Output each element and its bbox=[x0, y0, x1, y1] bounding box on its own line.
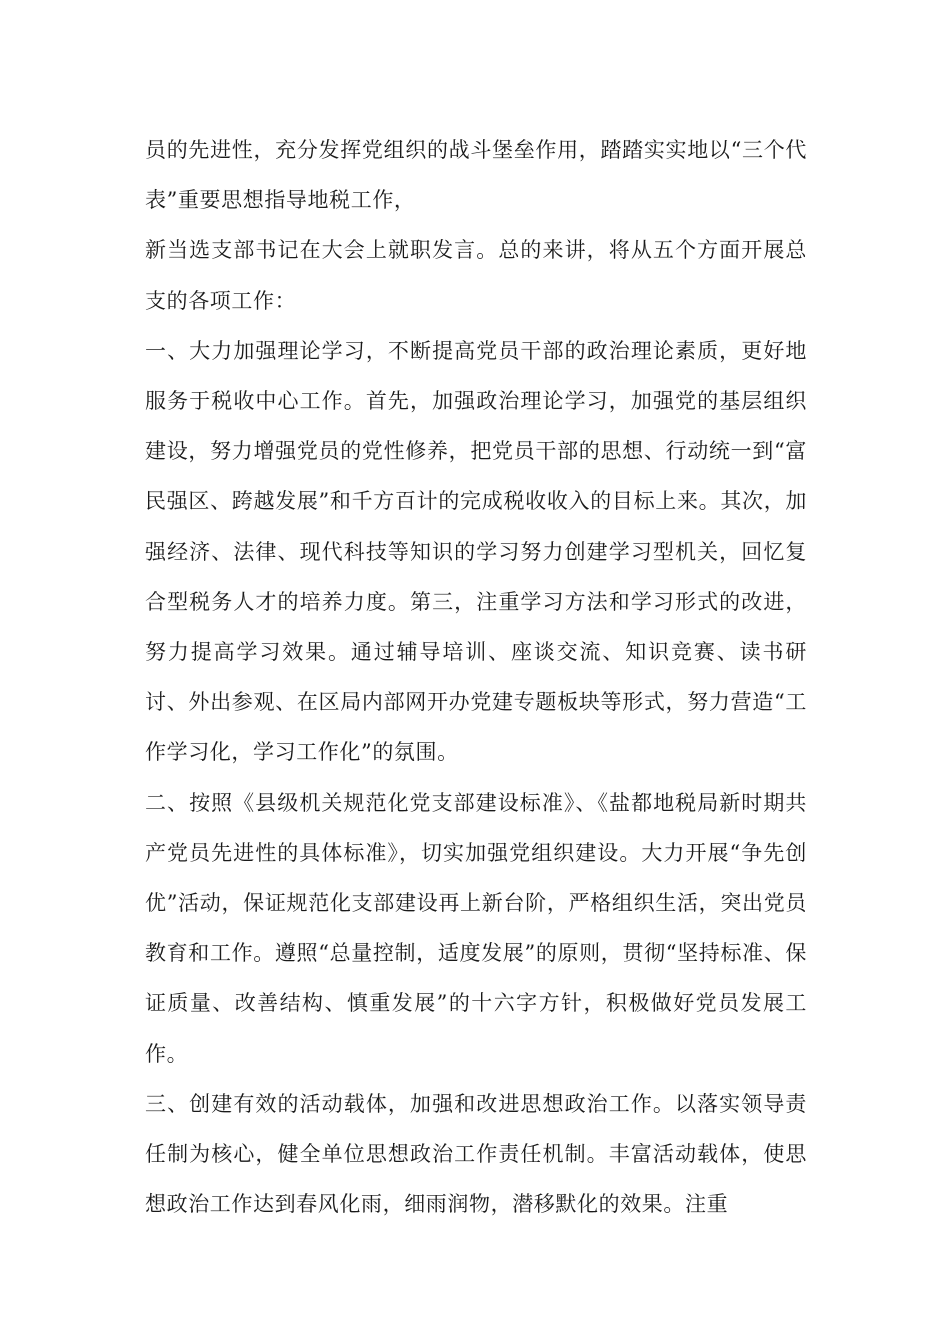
paragraph-section-1: 一、大力加强理论学习，不断提高党员干部的政治理论素质，更好地服务于税收中心工作。首先，加强政治理论学习，加强党的基层组织建设，努力增强党员的党性修养，把党员干部的思想、行动统一到“富民强区、跨越发展”和千方百计的完成税收收入的目标上来。其次，加强经济、法律、现代科技等知识的学习努力创建学习型机关，回忆复合型税务人才的培养力度。第三，注重学习方法和学习形式的改进，努力提高学习效果。通过辅导培训、座谈交流、知识竞赛、读书研讨、外出参观、在区局内部网开办党建专题板块等形式，努力营造“工作学习化，学习工作化”的氛围。 bbox=[145, 338, 807, 765]
document-page bbox=[145, 125, 807, 1229]
paragraph-section-2: 二、按照《县级机关规范化党支部建设标准》、《盐都地税局新时期共产党员先进性的具体标准》，切实加强党组织建设。大力开展“争先创优”活动，保证规范化支部建设再上新台阶，严格组织生活，突出党员教育和工作。遵照“总量控制，适度发展”的原则，贯彻“坚持标准、保证质量、改善结构、慎重发展”的十六字方针，积极做好党员发展工作。 bbox=[145, 790, 807, 1066]
paragraph-intro: 新当选支部书记在大会上就职发言。总的来讲，将从五个方面开展总支的各项工作： bbox=[145, 238, 807, 313]
paragraph-section-3: 三、创建有效的活动载体，加强和改进思想政治工作。以落实领导责任制为核心，健全单位思想政治工作责任机制。丰富活动载体，使思想政治工作达到春风化雨，细雨润物，潜移默化的效果。注重 bbox=[145, 1091, 807, 1217]
paragraph-continuation: 员的先进性，充分发挥党组织的战斗堡垒作用，踏踏实实地以“三个代表”重要思想指导地税工作， bbox=[145, 138, 807, 213]
